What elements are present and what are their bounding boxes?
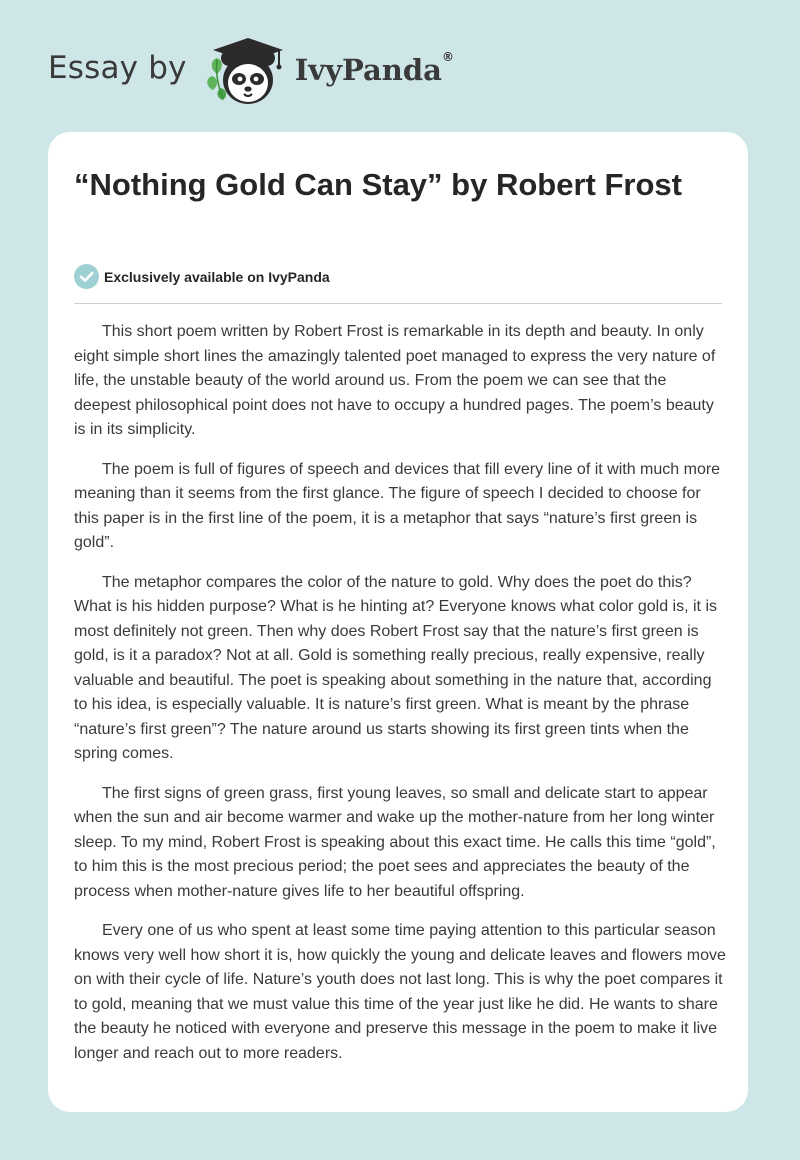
site-header <box>48 34 488 110</box>
paragraph: The poem is full of figures of speech and devices that fill every line of it with much more meaning than it seems from the first glance. The figure of speech I decided to choose for this paper is in the first line of the poem, it is a metaphor that says “nature’s first green is gold”. <box>74 460 721 551</box>
brand-name-text: IvyPanda <box>294 53 442 87</box>
brand-name[interactable] <box>294 50 454 87</box>
paragraph: Every one of us who spent at least some time paying attention to this particular season knows very well how short it is, how quickly the young and delicate leaves and flowers move on with their cycle of life. Nature’s youth does not last long. This is why the poet compares it to gold, meaning that we must value this time of the year just like he did. He wants to share the beauty he noticed with everyone and preserve this message in the poem to make it live longer and reach out to more readers. <box>74 922 726 1062</box>
paragraph: The metaphor compares the color of the nature to gold. Why does the poet do this? What is his hidden purpose? What is he hinting at? Everyone knows what color gold is, it is most definitely not green. Then why does Robert Frost say that the nature’s first green is gold, is it a paradox? Not at all. Gold is something really precious, really expensive, really valuable and beautiful. The poet is speaking about something in the nature that, according to his idea, is especially valuable. It is nature’s first green. What is meant by the phrase “nature’s first green”? The nature around us starts showing its first green tints when the spring comes. <box>74 573 717 762</box>
essay-title: “Nothing Gold Can Stay” by Robert Frost <box>74 167 682 202</box>
registered-mark: ® <box>441 50 454 65</box>
essay-by-label: Essay by <box>48 50 187 86</box>
exclusive-badge-label: Exclusively available on IvyPanda <box>104 268 330 285</box>
panda-graduation-cap-icon[interactable] <box>203 34 293 110</box>
check-circle-icon <box>74 264 99 289</box>
paragraph: The first signs of green grass, first young leaves, so small and delicate start to appear when the sun and air become warmer and wake up the mother-nature from her long winter sleep. To my mind, Robert Frost is speaking about this exact time. He calls this time “gold”, to him this is the most precious period; the poet sees and appreciates the beauty of the process when mother-nature gives life to her beautiful offspring. <box>74 784 716 900</box>
title-divider <box>74 303 722 304</box>
paragraph: This short poem written by Robert Frost is remarkable in its depth and beauty. In only eight simple short lines the amazingly talented poet managed to express the very nature of life, the unstable beauty of the world around us. From the poem we can see that the deepest philosophical point does not have to occupy a hundred pages. The poem’s beauty is in its simplicity. <box>74 323 716 438</box>
exclusive-badge <box>74 264 330 289</box>
essay-card <box>48 132 748 1112</box>
essay-body <box>74 320 726 1081</box>
